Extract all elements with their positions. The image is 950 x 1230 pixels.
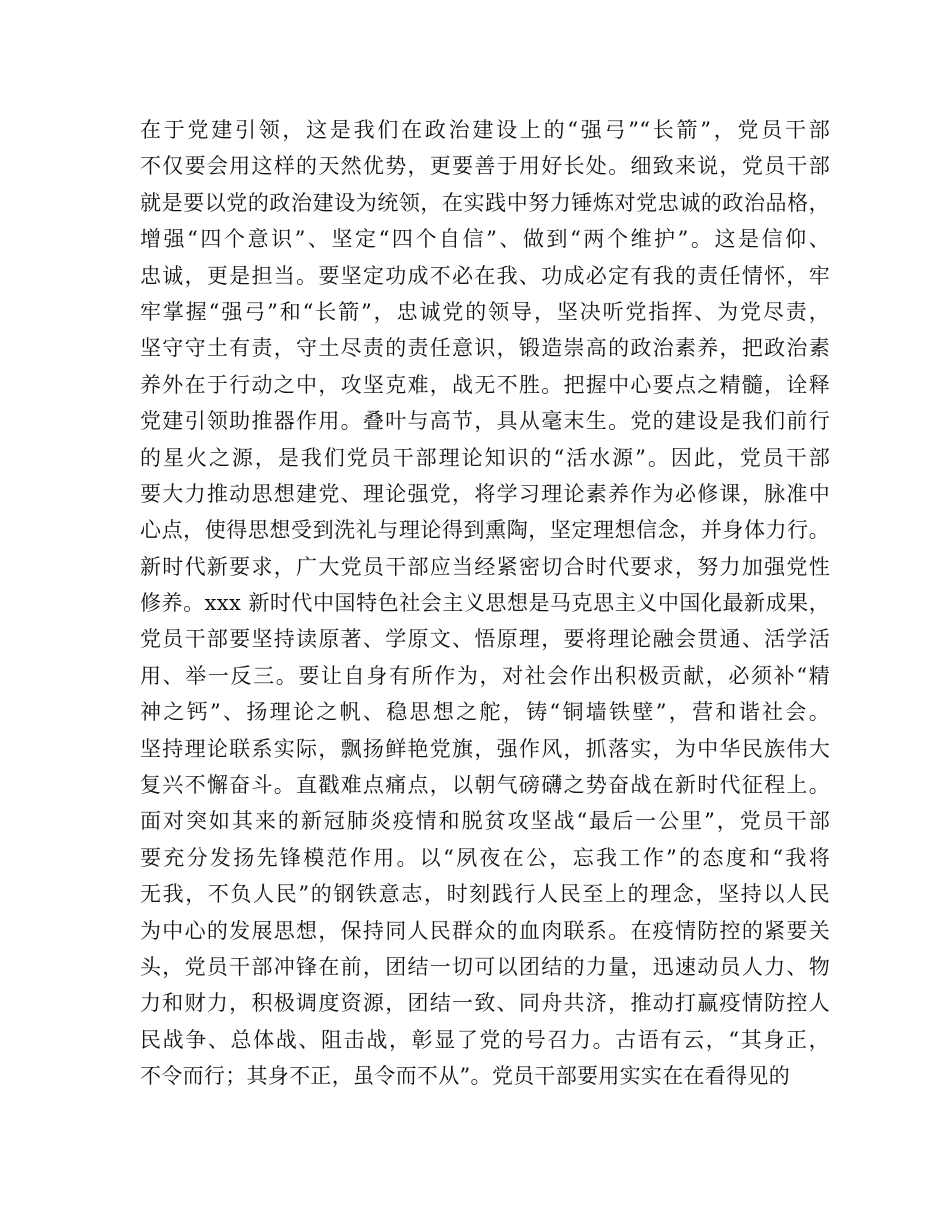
text-line: 面对突如其来的新冠肺炎疫情和脱贫攻坚战“最后一公里”，党员干部 xyxy=(140,809,830,834)
text-line: 忠诚，更是担当。要坚定功成不必在我、功成必定有我的责任情怀，牢 xyxy=(140,263,830,288)
text-line: 不令而行；其身不正，虽令而不从”。党员干部要用实实在在看得见的 xyxy=(140,1064,791,1089)
text-line: 修养。xxx 新时代中国特色社会主义思想是马克思主义中国化最新成果， xyxy=(140,591,830,616)
text-line: 要大力推动思想建党、理论强党，将学习理论素养作为必修课，脉准中 xyxy=(140,481,830,506)
text-line: 在于党建引领，这是我们在政治建设上的“强弓”“长箭”，党员干部 xyxy=(140,118,830,142)
text-line: 不仅要会用这样的天然优势，更要善于用好长处。细致来说，党员干部 xyxy=(140,154,830,179)
text-line: 复兴不懈奋斗。直戳难点痛点，以朝气磅礴之势奋战在新时代征程上。 xyxy=(140,773,830,798)
text-line: 养外在于行动之中，攻坚克难，战无不胜。把握中心要点之精髓，诠释 xyxy=(140,372,830,397)
text-line: 头，党员干部冲锋在前，团结一切可以团结的力量，迅速动员人力、物 xyxy=(140,954,830,979)
text-line: 用、举一反三。要让自身有所作为，对社会作出积极贡献，必须补“精 xyxy=(140,663,830,688)
text-line: 的星火之源，是我们党员干部理论知识的“活水源”。因此，党员干部 xyxy=(140,445,830,470)
text-line: 党建引领助推器作用。叠叶与高节，具从毫末生。党的建设是我们前行 xyxy=(140,409,830,434)
text-line: 新时代新要求，广大党员干部应当经紧密切合时代要求，努力加强党性 xyxy=(140,554,830,579)
text-line: 增强“四个意识”、坚定“四个自信”、做到“两个维护”。这是信仰、 xyxy=(140,227,830,252)
body-text xyxy=(140,112,830,1095)
text-line: 为中心的发展思想，保持同人民群众的血肉联系。在疫情防控的紧要关 xyxy=(140,918,830,943)
text-line: 就是要以党的政治建设为统领，在实践中努力锤炼对党忠诚的政治品格， xyxy=(140,190,830,215)
text-line: 坚持理论联系实际，飘扬鲜艳党旗，强作风，抓落实，为中华民族伟大 xyxy=(140,736,830,761)
text-line: 牢掌握“强弓”和“长箭”，忠诚党的领导，坚决听党指挥、为党尽责， xyxy=(140,299,830,324)
text-line: 坚守守土有责，守土尽责的责任意识，锻造崇高的政治素养，把政治素 xyxy=(140,336,830,361)
text-line: 心点，使得思想受到洗礼与理论得到熏陶，坚定理想信念，并身体力行。 xyxy=(140,518,830,543)
text-line: 党员干部要坚持读原著、学原文、悟原理，要将理论融会贯通、活学活 xyxy=(140,627,830,652)
text-line: 民战争、总体战、阻击战，彰显了党的号召力。古语有云，“其身正， xyxy=(140,1027,830,1052)
text-line: 要充分发扬先锋模范作用。以“夙夜在公，忘我工作”的态度和“我将 xyxy=(140,845,830,870)
text-line: 无我，不负人民”的钢铁意志，时刻践行人民至上的理念，坚持以人民 xyxy=(140,882,830,907)
text-line: 神之钙”、扬理论之帆、稳思想之舵，铸“铜墙铁壁”，营和谐社会。 xyxy=(140,700,830,725)
text-line: 力和财力，积极调度资源，团结一致、同舟共济，推动打赢疫情防控人 xyxy=(140,991,830,1016)
